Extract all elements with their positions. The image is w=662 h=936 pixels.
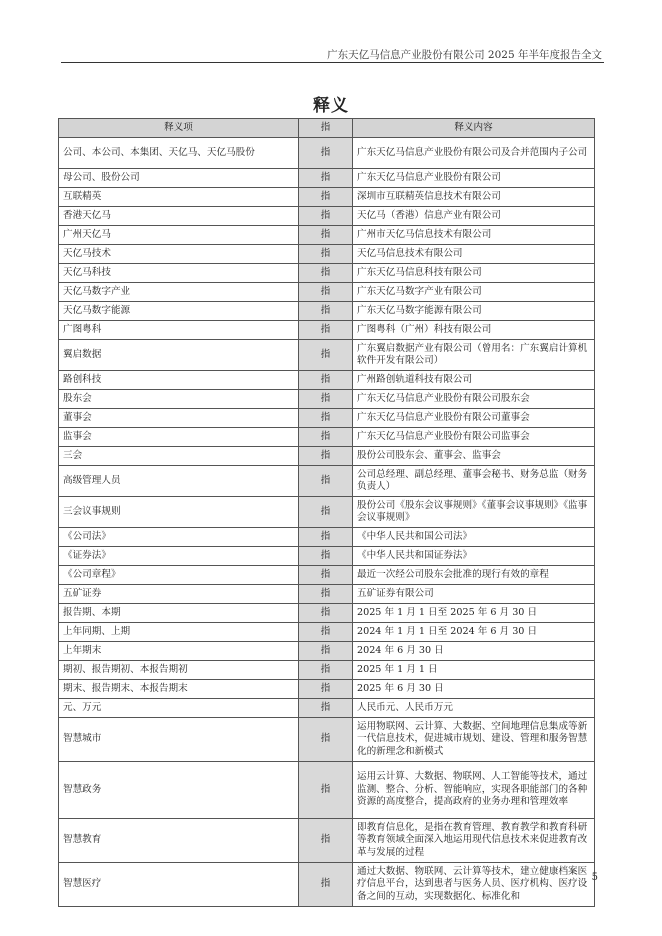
ref-cell: 指 [299, 661, 353, 680]
table-row [59, 264, 595, 283]
definition-cell: 最近一次经公司股东会批准的现行有效的章程 [353, 566, 595, 585]
term-cell: 董事会 [59, 409, 299, 428]
term-cell: 天亿马科技 [59, 264, 299, 283]
table-row [59, 585, 595, 604]
ref-cell: 指 [299, 497, 353, 528]
ref-cell: 指 [299, 819, 353, 863]
ref-cell: 指 [299, 699, 353, 718]
definition-cell: 股份公司《股东会议事规则》《董事会议事规则》《监事会议事规则》 [353, 497, 595, 528]
page-header: 广东天亿马信息产业股份有限公司 2025 年半年度报告全文 [327, 49, 602, 61]
term-cell: 五矿证券 [59, 585, 299, 604]
term-cell: 报告期、本期 [59, 604, 299, 623]
table-row [59, 680, 595, 699]
term-cell: 监事会 [59, 428, 299, 447]
definition-cell: 人民币元、人民币万元 [353, 699, 595, 718]
ref-cell: 指 [299, 718, 353, 762]
ref-cell: 指 [299, 447, 353, 466]
term-cell: 《证券法》 [59, 547, 299, 566]
table-row [59, 447, 595, 466]
ref-cell: 指 [299, 585, 353, 604]
table-row [59, 547, 595, 566]
term-cell: 香港天亿马 [59, 207, 299, 226]
table-row [59, 390, 595, 409]
ref-cell: 指 [299, 138, 353, 169]
page-title: 释义 [313, 96, 349, 116]
table-row [59, 863, 595, 907]
table-row [59, 138, 595, 169]
table-row [59, 428, 595, 447]
definitions-table [58, 118, 595, 907]
term-cell: 高级管理人员 [59, 466, 299, 497]
table-row [59, 661, 595, 680]
definition-cell: 2024 年 6 月 30 日 [353, 642, 595, 661]
definition-cell: 广东天亿马数字产业有限公司 [353, 283, 595, 302]
term-cell: 上年期末 [59, 642, 299, 661]
ref-cell: 指 [299, 264, 353, 283]
definition-cell: 广东天亿马信息产业股份有限公司监事会 [353, 428, 595, 447]
definition-cell: 《中华人民共和国证券法》 [353, 547, 595, 566]
term-cell: 《公司法》 [59, 528, 299, 547]
definition-cell: 广东天亿马信息产业股份有限公司 [353, 169, 595, 188]
definition-cell: 深圳市互联精英信息技术有限公司 [353, 188, 595, 207]
table-header-row [59, 119, 595, 138]
term-cell: 三会议事规则 [59, 497, 299, 528]
definition-cell: 2025 年 1 月 1 日 [353, 661, 595, 680]
ref-cell: 指 [299, 321, 353, 340]
page-number: 5 [591, 872, 598, 883]
table-row [59, 566, 595, 585]
term-cell: 智慧政务 [59, 762, 299, 819]
ref-cell: 指 [299, 283, 353, 302]
definition-cell: 2025 年 1 月 1 日至 2025 年 6 月 30 日 [353, 604, 595, 623]
term-cell: 天亿马数字产业 [59, 283, 299, 302]
definition-cell: 运用物联网、云计算、大数据、空间地理信息集成等新一代信息技术，促进城市规划、建设、管理和服务智慧化的新理念和新模式 [353, 718, 595, 762]
term-cell: 广州天亿马 [59, 226, 299, 245]
table-row [59, 169, 595, 188]
table-row [59, 497, 595, 528]
definition-cell: 2025 年 6 月 30 日 [353, 680, 595, 699]
term-cell: 智慧教育 [59, 819, 299, 863]
definition-cell: 天亿马（香港）信息产业有限公司 [353, 207, 595, 226]
ref-cell: 指 [299, 226, 353, 245]
ref-cell: 指 [299, 566, 353, 585]
column-header-term: 释义项 [59, 119, 299, 138]
table-row [59, 371, 595, 390]
definition-cell: 公司总经理、副总经理、董事会秘书、财务总监（财务负责人） [353, 466, 595, 497]
term-cell: 期末、报告期末、本报告期末 [59, 680, 299, 699]
definition-cell: 五矿证券有限公司 [353, 585, 595, 604]
term-cell: 上年同期、上期 [59, 623, 299, 642]
table-row [59, 762, 595, 819]
ref-cell: 指 [299, 390, 353, 409]
ref-cell: 指 [299, 604, 353, 623]
ref-cell: 指 [299, 642, 353, 661]
definition-cell: 广图粤科（广州）科技有限公司 [353, 321, 595, 340]
ref-cell: 指 [299, 466, 353, 497]
table-row [59, 188, 595, 207]
term-cell: 翼启数据 [59, 340, 299, 371]
term-cell: 公司、本公司、本集团、天亿马、天亿马股份 [59, 138, 299, 169]
table-row [59, 207, 595, 226]
definition-cell: 《中华人民共和国公司法》 [353, 528, 595, 547]
term-cell: 广图粤科 [59, 321, 299, 340]
ref-cell: 指 [299, 207, 353, 226]
ref-cell: 指 [299, 245, 353, 264]
ref-cell: 指 [299, 863, 353, 907]
term-cell: 三会 [59, 447, 299, 466]
table-row [59, 226, 595, 245]
term-cell: 元、万元 [59, 699, 299, 718]
table-row [59, 245, 595, 264]
ref-cell: 指 [299, 762, 353, 819]
term-cell: 路创科技 [59, 371, 299, 390]
definition-cell: 广东天亿马信息科技有限公司 [353, 264, 595, 283]
ref-cell: 指 [299, 528, 353, 547]
table-row [59, 604, 595, 623]
table-row [59, 466, 595, 497]
definition-cell: 广东翼启数据产业有限公司（曾用名：广东翼启计算机软件开发有限公司） [353, 340, 595, 371]
ref-cell: 指 [299, 340, 353, 371]
term-cell: 天亿马数字能源 [59, 302, 299, 321]
definition-cell: 广州市天亿马信息技术有限公司 [353, 226, 595, 245]
ref-cell: 指 [299, 371, 353, 390]
term-cell: 互联精英 [59, 188, 299, 207]
term-cell: 股东会 [59, 390, 299, 409]
ref-cell: 指 [299, 169, 353, 188]
definition-cell: 广东天亿马信息产业股份有限公司董事会 [353, 409, 595, 428]
definition-cell: 通过大数据、物联网、云计算等技术，建立健康档案医疗信息平台，达到患者与医务人员、医疗机构、医疗设备之间的互动，实现数据化、标准化和 [353, 863, 595, 907]
definition-cell: 2024 年 1 月 1 日至 2024 年 6 月 30 日 [353, 623, 595, 642]
definition-cell: 广东天亿马数字能源有限公司 [353, 302, 595, 321]
column-header-ref: 指 [299, 119, 353, 138]
definition-cell: 即教育信息化，是指在教育管理、教育教学和教育科研等教育领域全面深入地运用现代信息技术来促进教育改革与发展的过程 [353, 819, 595, 863]
definition-cell: 股份公司股东会、董事会、监事会 [353, 447, 595, 466]
definition-cell: 运用云计算、大数据、物联网、人工智能等技术，通过监测、整合、分析、智能响应，实现各职能部门的各种资源的高度整合，提高政府的业务办理和管理效率 [353, 762, 595, 819]
term-cell: 智慧医疗 [59, 863, 299, 907]
term-cell: 母公司、股份公司 [59, 169, 299, 188]
table-row [59, 528, 595, 547]
table-row [59, 699, 595, 718]
table-row [59, 283, 595, 302]
term-cell: 《公司章程》 [59, 566, 299, 585]
ref-cell: 指 [299, 547, 353, 566]
ref-cell: 指 [299, 188, 353, 207]
definition-cell: 广东天亿马信息产业股份有限公司股东会 [353, 390, 595, 409]
definition-cell: 广州路创轨道科技有限公司 [353, 371, 595, 390]
ref-cell: 指 [299, 623, 353, 642]
ref-cell: 指 [299, 302, 353, 321]
table-row [59, 302, 595, 321]
ref-cell: 指 [299, 680, 353, 699]
table-row [59, 623, 595, 642]
term-cell: 智慧城市 [59, 718, 299, 762]
table-row [59, 819, 595, 863]
table-row [59, 409, 595, 428]
table-row [59, 642, 595, 661]
ref-cell: 指 [299, 409, 353, 428]
definition-cell: 天亿马信息技术有限公司 [353, 245, 595, 264]
definition-cell: 广东天亿马信息产业股份有限公司及合并范围内子公司 [353, 138, 595, 169]
table-row [59, 718, 595, 762]
header-divider [61, 62, 604, 63]
table-row [59, 321, 595, 340]
term-cell: 天亿马技术 [59, 245, 299, 264]
table-row [59, 340, 595, 371]
term-cell: 期初、报告期初、本报告期初 [59, 661, 299, 680]
ref-cell: 指 [299, 428, 353, 447]
column-header-definition: 释义内容 [353, 119, 595, 138]
